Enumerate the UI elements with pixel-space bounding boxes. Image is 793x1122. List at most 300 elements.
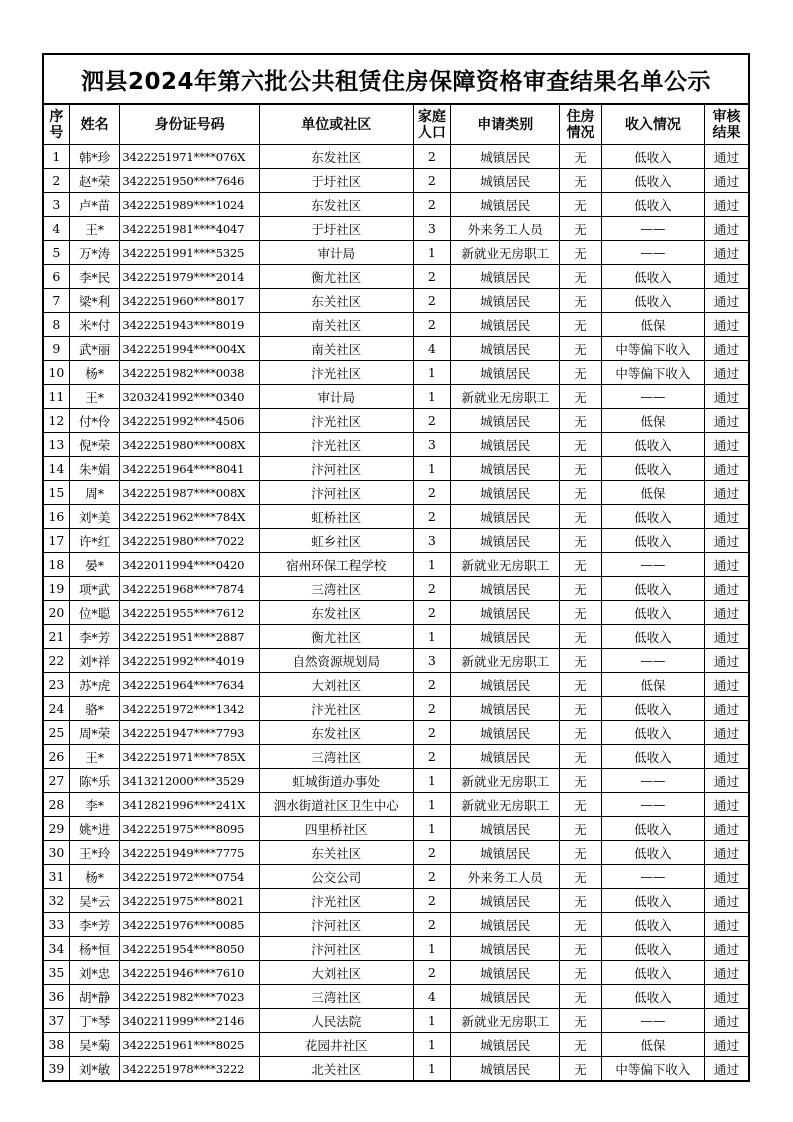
cell-income: 低收入 bbox=[601, 745, 704, 769]
cell-type: 新就业无房职工 bbox=[451, 385, 560, 409]
cell-income: 低保 bbox=[601, 481, 704, 505]
cell-family: 2 bbox=[413, 721, 450, 745]
cell-housing: 无 bbox=[560, 553, 601, 577]
cell-family: 2 bbox=[413, 673, 450, 697]
cell-seq: 16 bbox=[43, 505, 69, 529]
table-row bbox=[43, 169, 749, 193]
cell-housing: 无 bbox=[560, 169, 601, 193]
cell-id: 3422251978****3222 bbox=[120, 1057, 260, 1082]
table-row bbox=[43, 241, 749, 265]
cell-income: 低收入 bbox=[601, 529, 704, 553]
cell-unit: 东发社区 bbox=[259, 145, 413, 169]
table-row bbox=[43, 337, 749, 361]
cell-income: 低收入 bbox=[601, 625, 704, 649]
cell-seq: 25 bbox=[43, 721, 69, 745]
cell-id: 3422251949****7775 bbox=[120, 841, 260, 865]
header-name: 姓名 bbox=[69, 104, 120, 145]
cell-housing: 无 bbox=[560, 1033, 601, 1057]
cell-housing: 无 bbox=[560, 601, 601, 625]
cell-name: 米*付 bbox=[69, 313, 120, 337]
header-housing: 住房 情况 bbox=[560, 104, 601, 145]
cell-type: 城镇居民 bbox=[451, 505, 560, 529]
cell-id: 3422251964****8041 bbox=[120, 457, 260, 481]
cell-name: 骆* bbox=[69, 697, 120, 721]
cell-id: 3422251982****0038 bbox=[120, 361, 260, 385]
cell-housing: 无 bbox=[560, 505, 601, 529]
cell-type: 外来务工人员 bbox=[451, 217, 560, 241]
cell-family: 2 bbox=[413, 865, 450, 889]
cell-id: 3422251947****7793 bbox=[120, 721, 260, 745]
cell-seq: 13 bbox=[43, 433, 69, 457]
cell-housing: 无 bbox=[560, 289, 601, 313]
cell-income: 低收入 bbox=[601, 841, 704, 865]
cell-type: 城镇居民 bbox=[451, 889, 560, 913]
cell-name: 武*丽 bbox=[69, 337, 120, 361]
cell-unit: 公交公司 bbox=[259, 865, 413, 889]
cell-name: 李* bbox=[69, 793, 120, 817]
cell-unit: 北关社区 bbox=[259, 1057, 413, 1082]
cell-seq: 31 bbox=[43, 865, 69, 889]
cell-result: 通过 bbox=[704, 1033, 749, 1057]
cell-income: 低收入 bbox=[601, 601, 704, 625]
cell-name: 万*涛 bbox=[69, 241, 120, 265]
cell-family: 1 bbox=[413, 553, 450, 577]
table-row bbox=[43, 961, 749, 985]
cell-type: 城镇居民 bbox=[451, 337, 560, 361]
cell-id: 3422251992****4506 bbox=[120, 409, 260, 433]
cell-id: 3422251943****8019 bbox=[120, 313, 260, 337]
cell-family: 2 bbox=[413, 289, 450, 313]
cell-family: 2 bbox=[413, 841, 450, 865]
cell-id: 3422251992****4019 bbox=[120, 649, 260, 673]
cell-unit: 衡尤社区 bbox=[259, 625, 413, 649]
cell-id: 3422251981****4047 bbox=[120, 217, 260, 241]
cell-result: 通过 bbox=[704, 145, 749, 169]
cell-housing: 无 bbox=[560, 577, 601, 601]
cell-result: 通过 bbox=[704, 745, 749, 769]
cell-seq: 10 bbox=[43, 361, 69, 385]
cell-type: 城镇居民 bbox=[451, 289, 560, 313]
cell-name: 赵*荣 bbox=[69, 169, 120, 193]
cell-housing: 无 bbox=[560, 913, 601, 937]
header-income: 收入情况 bbox=[601, 104, 704, 145]
cell-income: 低收入 bbox=[601, 817, 704, 841]
cell-unit: 三湾社区 bbox=[259, 577, 413, 601]
cell-result: 通过 bbox=[704, 625, 749, 649]
cell-family: 2 bbox=[413, 913, 450, 937]
table-row bbox=[43, 985, 749, 1009]
cell-family: 2 bbox=[413, 697, 450, 721]
cell-family: 1 bbox=[413, 937, 450, 961]
cell-housing: 无 bbox=[560, 841, 601, 865]
cell-id: 3422011994****0420 bbox=[120, 553, 260, 577]
cell-id: 3422251989****1024 bbox=[120, 193, 260, 217]
cell-family: 3 bbox=[413, 529, 450, 553]
cell-id: 3422251955****7612 bbox=[120, 601, 260, 625]
cell-income: 低收入 bbox=[601, 937, 704, 961]
cell-housing: 无 bbox=[560, 889, 601, 913]
cell-seq: 32 bbox=[43, 889, 69, 913]
cell-seq: 15 bbox=[43, 481, 69, 505]
cell-name: 刘*美 bbox=[69, 505, 120, 529]
cell-family: 1 bbox=[413, 625, 450, 649]
cell-income: 低收入 bbox=[601, 889, 704, 913]
cell-id: 3422251975****8021 bbox=[120, 889, 260, 913]
cell-housing: 无 bbox=[560, 985, 601, 1009]
cell-type: 外来务工人员 bbox=[451, 865, 560, 889]
cell-result: 通过 bbox=[704, 793, 749, 817]
cell-seq: 11 bbox=[43, 385, 69, 409]
cell-housing: 无 bbox=[560, 961, 601, 985]
cell-result: 通过 bbox=[704, 313, 749, 337]
cell-type: 城镇居民 bbox=[451, 937, 560, 961]
cell-family: 4 bbox=[413, 337, 450, 361]
cell-unit: 汴光社区 bbox=[259, 697, 413, 721]
table-row bbox=[43, 1009, 749, 1033]
cell-type: 城镇居民 bbox=[451, 577, 560, 601]
cell-result: 通过 bbox=[704, 481, 749, 505]
table-row bbox=[43, 577, 749, 601]
cell-name: 位*聪 bbox=[69, 601, 120, 625]
cell-type: 城镇居民 bbox=[451, 409, 560, 433]
page-title: 泗县2024年第六批公共租赁住房保障资格审查结果名单公示 bbox=[80, 68, 711, 95]
cell-unit: 三湾社区 bbox=[259, 745, 413, 769]
cell-housing: 无 bbox=[560, 193, 601, 217]
cell-unit: 东发社区 bbox=[259, 193, 413, 217]
cell-income: —— bbox=[601, 553, 704, 577]
cell-type: 城镇居民 bbox=[451, 721, 560, 745]
cell-result: 通过 bbox=[704, 457, 749, 481]
cell-result: 通过 bbox=[704, 553, 749, 577]
cell-unit: 自然资源规划局 bbox=[259, 649, 413, 673]
cell-income: 低收入 bbox=[601, 289, 704, 313]
cell-id: 3422251979****2014 bbox=[120, 265, 260, 289]
cell-id: 3422251971****076X bbox=[120, 145, 260, 169]
cell-result: 通过 bbox=[704, 937, 749, 961]
cell-family: 2 bbox=[413, 193, 450, 217]
cell-unit: 三湾社区 bbox=[259, 985, 413, 1009]
table-row bbox=[43, 601, 749, 625]
cell-unit: 南关社区 bbox=[259, 313, 413, 337]
cell-family: 1 bbox=[413, 1009, 450, 1033]
cell-housing: 无 bbox=[560, 673, 601, 697]
cell-result: 通过 bbox=[704, 697, 749, 721]
cell-unit: 汴光社区 bbox=[259, 409, 413, 433]
cell-name: 王* bbox=[69, 385, 120, 409]
table-row bbox=[43, 1057, 749, 1082]
cell-family: 2 bbox=[413, 577, 450, 601]
table-row bbox=[43, 913, 749, 937]
cell-type: 新就业无房职工 bbox=[451, 793, 560, 817]
cell-seq: 38 bbox=[43, 1033, 69, 1057]
table-row bbox=[43, 313, 749, 337]
cell-id: 3422251980****008X bbox=[120, 433, 260, 457]
cell-result: 通过 bbox=[704, 265, 749, 289]
cell-result: 通过 bbox=[704, 913, 749, 937]
cell-result: 通过 bbox=[704, 817, 749, 841]
cell-income: —— bbox=[601, 1009, 704, 1033]
cell-name: 刘*祥 bbox=[69, 649, 120, 673]
cell-seq: 22 bbox=[43, 649, 69, 673]
cell-family: 1 bbox=[413, 1057, 450, 1082]
table-row bbox=[43, 769, 749, 793]
cell-income: 低收入 bbox=[601, 433, 704, 457]
cell-id: 3422251954****8050 bbox=[120, 937, 260, 961]
cell-housing: 无 bbox=[560, 1057, 601, 1082]
cell-result: 通过 bbox=[704, 433, 749, 457]
header-family: 家庭 人口 bbox=[413, 104, 450, 145]
table-row bbox=[43, 481, 749, 505]
cell-id: 3422251994****004X bbox=[120, 337, 260, 361]
cell-name: 吴*菊 bbox=[69, 1033, 120, 1057]
cell-unit: 东关社区 bbox=[259, 289, 413, 313]
table-row bbox=[43, 553, 749, 577]
cell-unit: 东发社区 bbox=[259, 601, 413, 625]
table-row bbox=[43, 193, 749, 217]
cell-name: 王* bbox=[69, 745, 120, 769]
cell-family: 2 bbox=[413, 745, 450, 769]
cell-result: 通过 bbox=[704, 505, 749, 529]
cell-family: 2 bbox=[413, 505, 450, 529]
cell-unit: 东发社区 bbox=[259, 721, 413, 745]
cell-result: 通过 bbox=[704, 577, 749, 601]
cell-name: 姚*进 bbox=[69, 817, 120, 841]
cell-result: 通过 bbox=[704, 961, 749, 985]
cell-name: 胡*静 bbox=[69, 985, 120, 1009]
cell-name: 周* bbox=[69, 481, 120, 505]
cell-family: 3 bbox=[413, 433, 450, 457]
cell-family: 1 bbox=[413, 385, 450, 409]
cell-family: 1 bbox=[413, 1033, 450, 1057]
cell-result: 通过 bbox=[704, 217, 749, 241]
table-row bbox=[43, 505, 749, 529]
cell-family: 1 bbox=[413, 361, 450, 385]
cell-family: 4 bbox=[413, 985, 450, 1009]
cell-income: 低收入 bbox=[601, 265, 704, 289]
cell-unit: 大刘社区 bbox=[259, 961, 413, 985]
cell-housing: 无 bbox=[560, 337, 601, 361]
cell-unit: 汴光社区 bbox=[259, 361, 413, 385]
cell-result: 通过 bbox=[704, 337, 749, 361]
cell-family: 3 bbox=[413, 649, 450, 673]
cell-unit: 花园井社区 bbox=[259, 1033, 413, 1057]
cell-id: 3422251972****0754 bbox=[120, 865, 260, 889]
cell-id: 3422251964****7634 bbox=[120, 673, 260, 697]
cell-type: 城镇居民 bbox=[451, 361, 560, 385]
cell-income: 中等偏下收入 bbox=[601, 361, 704, 385]
cell-income: —— bbox=[601, 385, 704, 409]
cell-type: 城镇居民 bbox=[451, 841, 560, 865]
cell-id: 3402211999****2146 bbox=[120, 1009, 260, 1033]
cell-type: 城镇居民 bbox=[451, 697, 560, 721]
cell-housing: 无 bbox=[560, 313, 601, 337]
cell-name: 朱*娟 bbox=[69, 457, 120, 481]
table-row bbox=[43, 673, 749, 697]
cell-income: 低收入 bbox=[601, 145, 704, 169]
cell-id: 3422251971****785X bbox=[120, 745, 260, 769]
cell-name: 卢*苗 bbox=[69, 193, 120, 217]
cell-housing: 无 bbox=[560, 385, 601, 409]
cell-family: 2 bbox=[413, 889, 450, 913]
header-type: 申请类别 bbox=[451, 104, 560, 145]
cell-name: 周*荣 bbox=[69, 721, 120, 745]
cell-name: 韩*珍 bbox=[69, 145, 120, 169]
cell-income: 低收入 bbox=[601, 577, 704, 601]
cell-income: 中等偏下收入 bbox=[601, 1057, 704, 1082]
cell-unit: 虹城街道办事处 bbox=[259, 769, 413, 793]
cell-type: 城镇居民 bbox=[451, 625, 560, 649]
cell-unit: 虹桥社区 bbox=[259, 505, 413, 529]
cell-family: 2 bbox=[413, 481, 450, 505]
cell-income: 低收入 bbox=[601, 697, 704, 721]
cell-seq: 28 bbox=[43, 793, 69, 817]
cell-unit: 泗水街道社区卫生中心 bbox=[259, 793, 413, 817]
table-row bbox=[43, 217, 749, 241]
cell-result: 通过 bbox=[704, 865, 749, 889]
cell-family: 2 bbox=[413, 961, 450, 985]
header-row bbox=[43, 104, 749, 145]
cell-type: 新就业无房职工 bbox=[451, 553, 560, 577]
cell-income: —— bbox=[601, 793, 704, 817]
cell-housing: 无 bbox=[560, 481, 601, 505]
cell-unit: 衡尤社区 bbox=[259, 265, 413, 289]
document-sheet bbox=[42, 53, 750, 1082]
cell-seq: 26 bbox=[43, 745, 69, 769]
cell-income: 低保 bbox=[601, 673, 704, 697]
cell-id: 3422251962****784X bbox=[120, 505, 260, 529]
cell-result: 通过 bbox=[704, 673, 749, 697]
cell-housing: 无 bbox=[560, 1009, 601, 1033]
table-row bbox=[43, 745, 749, 769]
cell-name: 杨* bbox=[69, 865, 120, 889]
cell-result: 通过 bbox=[704, 841, 749, 865]
cell-seq: 36 bbox=[43, 985, 69, 1009]
cell-id: 3422251972****1342 bbox=[120, 697, 260, 721]
cell-unit: 南关社区 bbox=[259, 337, 413, 361]
cell-income: 低收入 bbox=[601, 913, 704, 937]
cell-name: 倪*荣 bbox=[69, 433, 120, 457]
cell-seq: 34 bbox=[43, 937, 69, 961]
cell-name: 吴*云 bbox=[69, 889, 120, 913]
cell-unit: 四里桥社区 bbox=[259, 817, 413, 841]
table-row bbox=[43, 529, 749, 553]
table-row bbox=[43, 1033, 749, 1057]
cell-id: 3422251951****2887 bbox=[120, 625, 260, 649]
cell-family: 2 bbox=[413, 313, 450, 337]
cell-result: 通过 bbox=[704, 601, 749, 625]
cell-unit: 审计局 bbox=[259, 385, 413, 409]
cell-result: 通过 bbox=[704, 289, 749, 313]
cell-result: 通过 bbox=[704, 241, 749, 265]
cell-type: 城镇居民 bbox=[451, 313, 560, 337]
cell-type: 新就业无房职工 bbox=[451, 241, 560, 265]
cell-housing: 无 bbox=[560, 457, 601, 481]
cell-type: 新就业无房职工 bbox=[451, 769, 560, 793]
cell-unit: 汴光社区 bbox=[259, 889, 413, 913]
cell-income: 低收入 bbox=[601, 457, 704, 481]
cell-seq: 5 bbox=[43, 241, 69, 265]
cell-family: 2 bbox=[413, 169, 450, 193]
table-row bbox=[43, 793, 749, 817]
cell-housing: 无 bbox=[560, 721, 601, 745]
cell-family: 2 bbox=[413, 409, 450, 433]
cell-unit: 于圩社区 bbox=[259, 217, 413, 241]
cell-id: 3422251980****7022 bbox=[120, 529, 260, 553]
cell-type: 城镇居民 bbox=[451, 673, 560, 697]
cell-seq: 39 bbox=[43, 1057, 69, 1082]
cell-seq: 18 bbox=[43, 553, 69, 577]
cell-seq: 17 bbox=[43, 529, 69, 553]
table-row bbox=[43, 889, 749, 913]
cell-income: 低收入 bbox=[601, 505, 704, 529]
cell-family: 1 bbox=[413, 241, 450, 265]
cell-unit: 虹乡社区 bbox=[259, 529, 413, 553]
cell-result: 通过 bbox=[704, 1057, 749, 1082]
cell-housing: 无 bbox=[560, 697, 601, 721]
cell-seq: 27 bbox=[43, 769, 69, 793]
header-seq: 序 号 bbox=[43, 104, 69, 145]
cell-type: 城镇居民 bbox=[451, 1057, 560, 1082]
cell-name: 许*红 bbox=[69, 529, 120, 553]
table-row bbox=[43, 649, 749, 673]
cell-name: 李*芳 bbox=[69, 625, 120, 649]
cell-name: 杨*恒 bbox=[69, 937, 120, 961]
header-result: 审核 结果 bbox=[704, 104, 749, 145]
table-row bbox=[43, 625, 749, 649]
cell-type: 城镇居民 bbox=[451, 913, 560, 937]
cell-income: 低保 bbox=[601, 1033, 704, 1057]
cell-housing: 无 bbox=[560, 241, 601, 265]
cell-family: 1 bbox=[413, 817, 450, 841]
cell-family: 2 bbox=[413, 265, 450, 289]
cell-seq: 8 bbox=[43, 313, 69, 337]
cell-name: 李*民 bbox=[69, 265, 120, 289]
cell-income: —— bbox=[601, 241, 704, 265]
cell-housing: 无 bbox=[560, 529, 601, 553]
cell-name: 王*玲 bbox=[69, 841, 120, 865]
cell-result: 通过 bbox=[704, 385, 749, 409]
cell-seq: 20 bbox=[43, 601, 69, 625]
cell-seq: 1 bbox=[43, 145, 69, 169]
table-row bbox=[43, 697, 749, 721]
cell-housing: 无 bbox=[560, 217, 601, 241]
cell-income: —— bbox=[601, 649, 704, 673]
cell-housing: 无 bbox=[560, 745, 601, 769]
header-id: 身份证号码 bbox=[120, 104, 260, 145]
cell-housing: 无 bbox=[560, 865, 601, 889]
cell-housing: 无 bbox=[560, 433, 601, 457]
table-row bbox=[43, 433, 749, 457]
cell-seq: 2 bbox=[43, 169, 69, 193]
cell-name: 丁*琴 bbox=[69, 1009, 120, 1033]
cell-id: 3422251991****5325 bbox=[120, 241, 260, 265]
cell-income: 低收入 bbox=[601, 961, 704, 985]
cell-family: 2 bbox=[413, 145, 450, 169]
cell-name: 王* bbox=[69, 217, 120, 241]
cell-result: 通过 bbox=[704, 529, 749, 553]
cell-seq: 21 bbox=[43, 625, 69, 649]
cell-housing: 无 bbox=[560, 409, 601, 433]
cell-type: 城镇居民 bbox=[451, 961, 560, 985]
cell-seq: 29 bbox=[43, 817, 69, 841]
cell-unit: 汴光社区 bbox=[259, 433, 413, 457]
cell-type: 城镇居民 bbox=[451, 433, 560, 457]
cell-type: 城镇居民 bbox=[451, 745, 560, 769]
cell-housing: 无 bbox=[560, 625, 601, 649]
cell-id: 3422251961****8025 bbox=[120, 1033, 260, 1057]
cell-name: 李*芳 bbox=[69, 913, 120, 937]
cell-type: 城镇居民 bbox=[451, 169, 560, 193]
